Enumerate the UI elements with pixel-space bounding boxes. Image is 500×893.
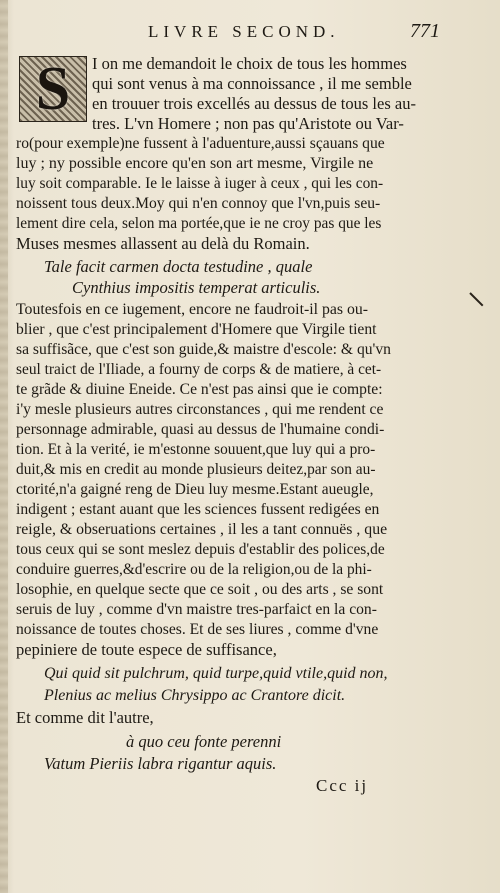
text-line: indigent ; estant auant que les sciences fussent redigées en [16,501,380,518]
text-line: seruis de luy , comme d'vn maistre tres-parfaict en la con- [16,601,377,618]
text-line: losophie, en quelque secte que ce soit , ou des arts , se sont [16,581,384,598]
text-line: lement dire cela, selon ma portée,que ie ne croy pas que les [16,215,382,232]
text-line: I on me demandoit le choix de tous les hommes [92,54,407,73]
text-line: noissent tous deux.Moy qui n'en connoy que l'vn,puis seu- [16,195,381,212]
text-line: duit,& mis en credit au monde plusieurs deitez,par son au- [16,461,376,478]
latin-quote-line: Cynthius impositis temperat articulis. [72,278,321,297]
text-line: ctorité,n'a gaigné reng de Dieu luy mesme.Estant aueugle, [16,481,374,498]
latin-quote-line: Tale facit carmen docta testudine , quale [44,257,313,276]
text-line: reigle, & obseruations certaines , il les a tant connuës , que [16,521,388,538]
signature-mark: Ccc ij [316,776,369,795]
text-line: conduire guerres,&d'escrire ou de la religion,ou de la phi- [16,561,372,578]
text-line: ro(pour exemple)ne fussent à l'aduenture,aussi sçauans que [16,135,385,152]
page-header [0,18,500,46]
text-line: seul traict de l'Iliade, a fourny de corps & de matiere, à cet- [16,361,382,378]
text-line: tion. Et à la verité, ie m'estonne souuent,que luy qui a pro- [16,441,376,458]
text-line: luy ; ny possible encore qu'en son art mesme, Virgile ne [16,155,374,172]
margin-mark [469,292,483,306]
text-line: blier , que c'est principalement d'Homere que Virgile tient [16,321,377,338]
text-line: tous ceux qui se sont meslez depuis d'establir des polices,de [16,541,385,558]
text-line: qui sont venus à ma connoissance , il me semble [92,74,412,93]
text-line: tres. L'vn Homere ; non pas qu'Aristote ou Var- [92,114,404,133]
text-line: te grãde & diuine Eneide. Ce n'est pas ainsi que ie compte: [16,381,383,398]
text-line: luy soit comparable. Ie le laisse à iuger à ceux , qui les con- [16,175,384,192]
latin-quote-line: Vatum Pieriis labra rigantur aquis. [44,754,277,773]
text-line: Muses mesmes allassent au delà du Romain. [16,234,310,253]
running-title: LIVRE SECOND. [148,22,340,41]
text-line: Toutesfois en ce iugement, encore ne faudroit-il pas ou- [16,301,369,318]
text-line: sa suffisãce, que c'est son guide,& maistre d'escole: & qu'vn [16,341,391,358]
ornamental-initial [19,56,87,122]
page-number: 771 [410,20,440,42]
initial-letter: S [35,54,71,123]
text-line: en trouuer trois excellés au dessus de tous les au- [92,94,416,113]
text-line: personnage admirable, quasi au dessus de l'humaine condi- [16,421,385,438]
text-line: i'y mesle plusieurs autres circonstances , qui me rendent ce [16,401,384,418]
binding-gutter [0,0,8,893]
text-line: noissance de toutes choses. Et de ses liures , comme d'vne [16,621,379,638]
latin-quote-line: Plenius ac melius Chrysippo ac Crantore dicit. [44,687,346,704]
latin-quote-line: Qui quid sit pulchrum, quid turpe,quid vtile,quid non, [44,665,388,682]
text-line: pepiniere de toute espece de suffisance, [16,640,277,659]
text-line: Et comme dit l'autre, [16,708,154,727]
latin-quote-line: à quo ceu fonte perenni [126,732,282,751]
